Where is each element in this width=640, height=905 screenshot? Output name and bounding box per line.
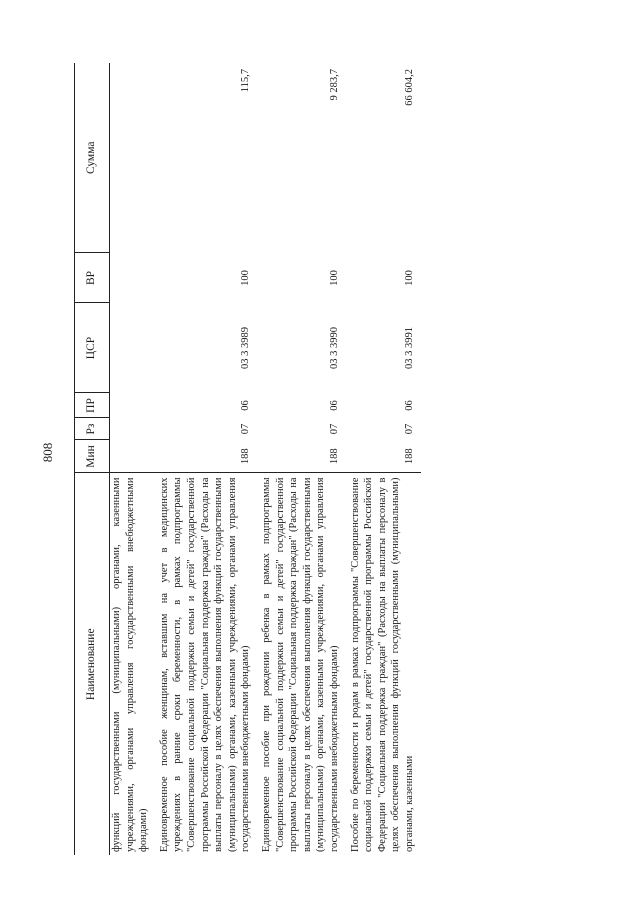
header-vr: ВР bbox=[75, 253, 110, 303]
row-min bbox=[110, 440, 156, 473]
row-vr: 100 bbox=[328, 270, 340, 286]
row-vr bbox=[110, 253, 156, 303]
table-row bbox=[110, 63, 156, 855]
row-vr: 100 bbox=[240, 270, 252, 286]
row-rz: 07 bbox=[328, 423, 340, 435]
row-sum: 9 283,7 bbox=[328, 69, 340, 101]
row-name: Пособие по беременности и родам в рамках подпрограммы "Совершенствование социальной поддержки семьи и детей" государственной программы Российской Федерации "Социальная поддержка граждан" (Расходы на выплаты персоналу в целях обеспечения выполнения функций государственными (муниципальными) органами, казенными bbox=[347, 473, 422, 855]
row-pr: 06 bbox=[403, 400, 415, 411]
row-csr: 03 3 3989 bbox=[240, 327, 252, 369]
row-name: Единовременное пособие женщинам, вставшим на учет в медицинских учреждениях в ранние сроки беременности, в рамках подпрограммы "Совершенствование социальной поддержки семьи и детей" государственной программы Российской Федерации "Социальная поддержка граждан" (Расходы на выплаты персоналу в целях обеспечения выполнения функций государственными (муниципальными) органами, казенными учреждениями, органами управления государственными внебюджетными фондами) bbox=[156, 473, 258, 855]
header-csr: ЦСР bbox=[75, 303, 110, 393]
table-header-row bbox=[75, 63, 110, 855]
budget-table bbox=[74, 63, 421, 855]
row-rz bbox=[110, 418, 156, 440]
row-csr: 03 3 3991 bbox=[403, 327, 415, 369]
row-sum bbox=[110, 63, 156, 253]
header-sum: Сумма bbox=[75, 63, 110, 253]
table-row bbox=[347, 63, 422, 855]
row-name: функций государственными (муниципальными) органами, казенными учреждениями, органами управления государственными внебюджетными фондами) bbox=[110, 473, 156, 855]
header-name: Наименование bbox=[75, 473, 110, 855]
row-pr bbox=[110, 393, 156, 418]
row-min: 188 bbox=[240, 448, 252, 465]
row-rz: 07 bbox=[403, 423, 415, 435]
header-min: Мин bbox=[75, 440, 110, 473]
row-pr: 06 bbox=[328, 400, 340, 411]
row-csr bbox=[110, 303, 156, 393]
header-rz: Рз bbox=[75, 418, 110, 440]
row-min: 188 bbox=[403, 448, 415, 465]
row-csr: 03 3 3990 bbox=[328, 327, 340, 369]
row-rz: 07 bbox=[240, 423, 252, 435]
page-number: 808 bbox=[40, 442, 55, 463]
row-name: Единовременное пособие при рождении ребенка в рамках подпрограммы "Совершенствование социальной поддержки семьи и детей" государственной программы Российской Федерации "Социальная поддержка граждан" (Расходы на выплаты персоналу в целях обеспечения выполнения функций государственными (муниципальными) органами, казенными учреждениями, органами управления государственными внебюджетными фондами) bbox=[258, 473, 347, 855]
row-sum: 66 604,2 bbox=[403, 69, 415, 106]
table-row bbox=[156, 63, 258, 855]
row-vr: 100 bbox=[403, 270, 415, 286]
row-pr: 06 bbox=[240, 400, 252, 411]
table-row bbox=[258, 63, 347, 855]
row-min: 188 bbox=[328, 448, 340, 465]
header-pr: ПР bbox=[75, 393, 110, 418]
row-sum: 115,7 bbox=[240, 69, 252, 93]
